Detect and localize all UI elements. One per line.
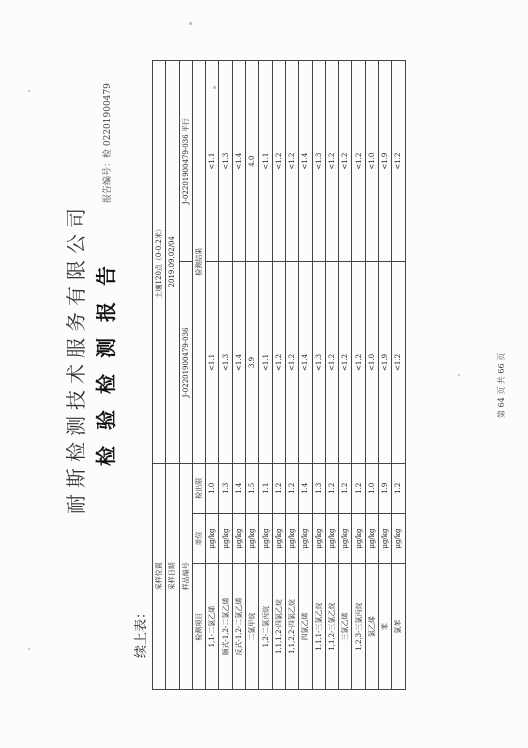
table-row [272,61,285,690]
result-header: 检测结果 [192,61,205,464]
result-cell-2: <1.3 [219,61,232,262]
limit-cell: 1.3 [219,463,232,513]
unit-cell: μg/kg [325,513,338,563]
limit-cell: 1.3 [312,463,325,513]
continued-label: 续上表： [134,605,149,658]
page-number: 第 64 页 共 66 页 [497,352,506,418]
sample-no-2: J-0220190047​9-036 平行 [179,61,192,262]
date-value: 2019.09.02/04 [166,61,179,464]
table-row [299,61,312,690]
result-cell-2: <1.1 [259,61,272,262]
param-name: 1,1,2-三氯乙烷 [325,564,338,690]
table-row [325,61,338,690]
sample-label: 样品编号 [179,463,192,689]
result-cell-2: <1.2 [339,61,352,262]
param-name: 1,1,1-三氯乙烷 [312,564,325,690]
param-name: 苯 [379,564,392,690]
unit-cell: μg/kg [272,513,285,563]
unit-cell: μg/kg [206,513,219,563]
param-name: 三氯乙烯 [339,564,352,690]
limit-header: 检出限 [192,463,205,513]
result-cell-2: <1.4 [232,61,245,262]
company-name: 耐斯检测技术服务有限公司 [64,202,88,514]
result-cell-1: <1.2 [339,262,352,463]
result-cell-1: <1.1 [206,262,219,463]
result-cell-1: <1.3 [219,262,232,463]
result-cell-1: <1.2 [325,262,338,463]
unit-cell: μg/kg [365,513,378,563]
unit-cell: μg/kg [232,513,245,563]
location-row [153,61,166,690]
table-row [392,61,405,690]
limit-cell: 1.2 [392,463,405,513]
result-cell-2: <1.1 [206,61,219,262]
unit-cell: μg/kg [299,513,312,563]
limit-cell: 1.2 [339,463,352,513]
table-row [246,61,259,690]
location-label: 采样位置 [153,463,166,689]
limit-cell: 1.9 [379,463,392,513]
unit-cell: μg/kg [246,513,259,563]
table-row [206,61,219,690]
date-row [166,61,179,690]
limit-cell: 1.2 [352,463,365,513]
unit-cell: μg/kg [339,513,352,563]
date-label: 采样日期 [166,463,179,689]
param-name: 1,2-二氯丙烷 [259,564,272,690]
result-cell-2: <1.2 [392,61,405,262]
limit-cell: 1.2 [325,463,338,513]
result-cell-1: <1.0 [365,262,378,463]
limit-cell: 1.4 [232,463,245,513]
limit-cell: 1.1 [259,463,272,513]
column-header-row [192,61,205,690]
report-number: 报告编号：检 0220190047​9 [103,83,113,203]
result-cell-1: 3.9 [246,262,259,463]
param-name: 顺式-1,2-二氯乙烯 [219,564,232,690]
param-name: 氯苯 [392,564,405,690]
param-name: 氯乙烯 [365,564,378,690]
table-row [379,61,392,690]
table-row [365,61,378,690]
table-row [339,61,352,690]
limit-cell: 1.4 [299,463,312,513]
table-row [312,61,325,690]
table-row [259,61,272,690]
result-cell-1: <1.2 [392,262,405,463]
result-cell-1: <1.9 [379,262,392,463]
results-table [152,60,406,690]
unit-cell: μg/kg [259,513,272,563]
table-row [352,61,365,690]
limit-cell: 1.0 [206,463,219,513]
sample-no-1: J-0220190047​9-036 [179,262,192,463]
item-header: 检测项目 [192,564,205,690]
param-name: 1,1-二氯乙烯 [206,564,219,690]
param-name: 反式-1,2-二氯乙烯 [232,564,245,690]
unit-cell: μg/kg [379,513,392,563]
limit-cell: 1.5 [246,463,259,513]
param-name: 1,1,2,2-四氯乙烷 [285,564,298,690]
result-cell-2: <1.2 [272,61,285,262]
unit-cell: μg/kg [285,513,298,563]
unit-header: 单位 [192,513,205,563]
result-cell-2: <1.9 [379,61,392,262]
table-row [232,61,245,690]
result-cell-1: <1.2 [272,262,285,463]
result-cell-2: <1.2 [285,61,298,262]
result-cell-1: <1.2 [285,262,298,463]
result-cell-2: <1.4 [299,61,312,262]
param-name: 二氯甲烷 [246,564,259,690]
result-cell-1: <1.3 [312,262,325,463]
result-cell-1: <1.4 [232,262,245,463]
result-cell-2: <1.2 [325,61,338,262]
unit-cell: μg/kg [219,513,232,563]
location-value: 土壤120点（0-0.2米） [153,61,166,464]
unit-cell: μg/kg [392,513,405,563]
result-cell-1: <1.4 [299,262,312,463]
unit-cell: μg/kg [312,513,325,563]
result-cell-2: <1.2 [352,61,365,262]
result-cell-2: <1.3 [312,61,325,262]
report-title: 检验检测报告 [94,250,118,466]
limit-cell: 1.0 [365,463,378,513]
param-name: 1,2,3-三氯丙烷 [352,564,365,690]
param-name: 1,1,1,2-四氯乙烷 [272,564,285,690]
result-cell-2: 4.0 [246,61,259,262]
param-name: 四氯乙烯 [299,564,312,690]
table-row [285,61,298,690]
result-cell-2: <1.0 [365,61,378,262]
sample-row [179,61,192,690]
unit-cell: μg/kg [352,513,365,563]
result-cell-1: <1.1 [259,262,272,463]
result-cell-1: <1.2 [352,262,365,463]
table-row [219,61,232,690]
limit-cell: 1.2 [272,463,285,513]
limit-cell: 1.2 [285,463,298,513]
